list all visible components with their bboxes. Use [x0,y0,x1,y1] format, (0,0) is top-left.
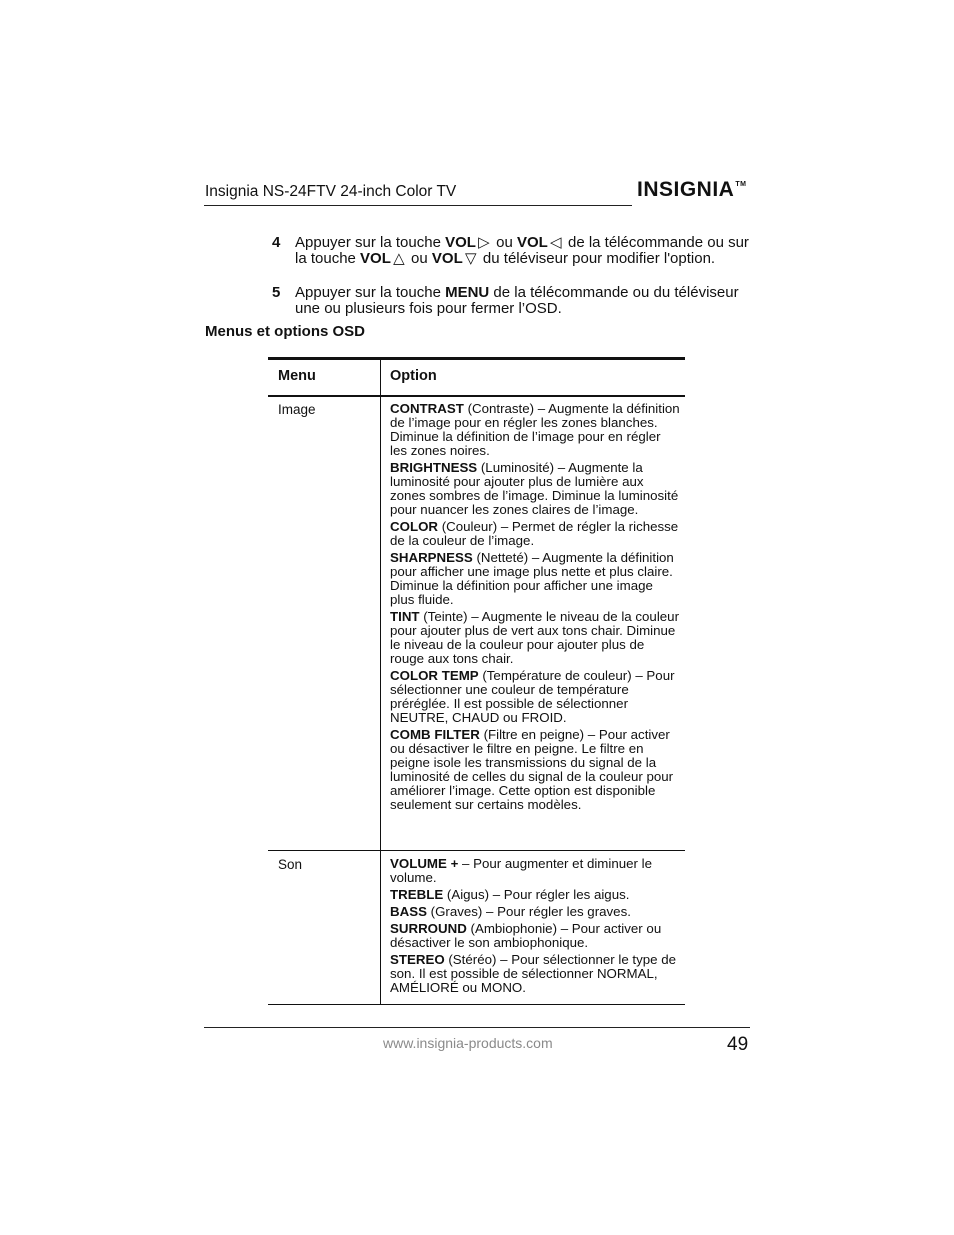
table-bottom-rule [268,1004,685,1005]
vol-key-label: VOL [431,250,463,267]
table-row-rule [268,850,685,851]
step-text-part: de la télécommande ou du téléviseur une ou plusieurs fois pour fermer l’OSD. [295,284,739,317]
logo-trademark: TM [735,181,747,188]
step-number: 5 [272,284,281,301]
option-desc: (Couleur) – Permet de régler la richesse de la couleur de l’image. [390,519,679,548]
option-name: TINT [390,609,420,624]
step-text [295,285,752,317]
option-name: COLOR TEMP [390,668,479,683]
option-desc: (Graves) – Pour régler les graves. [426,904,631,919]
page-number: 49 [727,1034,749,1055]
header-title: Insignia NS-24FTV 24-inch Color TV [205,183,457,200]
arrow-down-icon: ▽ [464,250,477,267]
option-volume [390,857,680,885]
column-header-menu: Menu [278,368,316,384]
vol-key-label: VOL [516,234,548,251]
menu-cell-son: Son [278,857,303,872]
logo-text: INSIGNIA [637,178,735,201]
vol-key-label: VOL [445,234,476,251]
option-brightness [390,461,680,517]
option-desc: (Température de couleur) – Pour sélectionner une couleur de température préréglée. Il est possible de sélectionner NEUTRE, CHAUD ou FROID. [390,668,675,725]
table-column-rule [380,360,381,1005]
column-header-option: Option [390,368,437,384]
option-desc: (Ambiophonie) – Pour activer ou désactiver le son ambiophonique. [390,921,662,950]
option-stereo [390,953,680,995]
step-text-part: de la télécommande ou sur la touche [295,234,749,267]
option-desc: (Teinte) – Augmente le niveau de la couleur pour ajouter plus de vert aux tons chair. Diminue le niveau de la couleur pour ajouter plus de rouge aux tons chair. [390,609,679,666]
option-name: STEREO [390,952,445,967]
step-text-part: Appuyer sur la touche [295,234,446,251]
option-name: VOLUME + [390,856,459,871]
step-text-part: ou [491,234,517,251]
option-desc: (Luminosité) – Augmente la luminosité pour ajouter plus de lumière aux zones sombres de l’image. Diminue la luminosité pour nuancer les zones claires de l’image. [390,460,679,517]
menu-key-label: MENU [445,284,490,301]
footer-url: www.insignia-products.com [383,1035,553,1051]
footer-rule [204,1027,750,1028]
insignia-logo [637,178,746,202]
option-surround [390,922,680,950]
option-color [390,520,680,548]
step-4 [272,235,752,267]
options-son [390,857,680,998]
option-name: BASS [390,904,427,919]
header-rule [204,205,632,206]
arrow-left-icon: ◁ [550,234,562,251]
step-number: 4 [272,234,281,251]
option-name: BRIGHTNESS [390,460,478,475]
option-name: TREBLE [390,887,444,902]
osd-menu-table [268,357,685,1005]
option-desc: (Aigus) – Pour régler les aigus. [443,887,630,902]
menu-cell-image: Image [278,402,316,417]
vol-key-label: VOL [360,250,391,267]
option-desc: (Netteté) – Augmente la définition pour afficher une image plus nette et plus claire. Diminue la définition pour afficher une image plus fluide. [390,550,674,607]
options-image [390,402,680,815]
option-sharpness [390,551,680,607]
step-text-part: Appuyer sur la touche [295,284,446,301]
option-bass [390,905,680,919]
arrow-up-icon: △ [393,250,405,267]
section-title: Menus et options OSD [205,323,366,340]
step-text-part: ou [406,250,432,267]
option-treble [390,888,680,902]
option-name: SURROUND [390,921,467,936]
step-text-part: du téléviseur pour modifier l'option. [478,250,716,267]
table-header-rule [268,395,685,397]
option-contrast [390,402,680,458]
step-text [295,235,752,267]
table-top-rule [268,357,685,360]
option-color-temp [390,669,680,725]
step-5 [272,285,752,317]
option-name: COMB FILTER [390,727,480,742]
option-tint [390,610,680,666]
option-name: SHARPNESS [390,550,473,565]
option-name: CONTRAST [390,401,464,416]
option-desc: (Contraste) – Augmente la définition de l’image pour en régler les zones blanches. Diminue la définition de l’image pour en régler les zones noires. [390,401,680,458]
option-desc: (Filtre en peigne) – Pour activer ou désactiver le filtre en peigne. Le filtre en peigne isole les transmissions du signal de la luminosité de celles du signal de la couleur pour améliorer l’image. Cette option est disponible seulement sur certains modèles. [390,727,674,812]
option-comb-filter [390,728,680,812]
arrow-right-icon: ▷ [478,234,490,251]
option-desc: – Pour augmenter et diminuer le volume. [390,856,652,885]
option-desc: (Stéréo) – Pour sélectionner le type de son. Il est possible de sélectionner NORMAL, AMÉLIORÉ ou MONO. [390,952,677,995]
option-name: COLOR [390,519,439,534]
